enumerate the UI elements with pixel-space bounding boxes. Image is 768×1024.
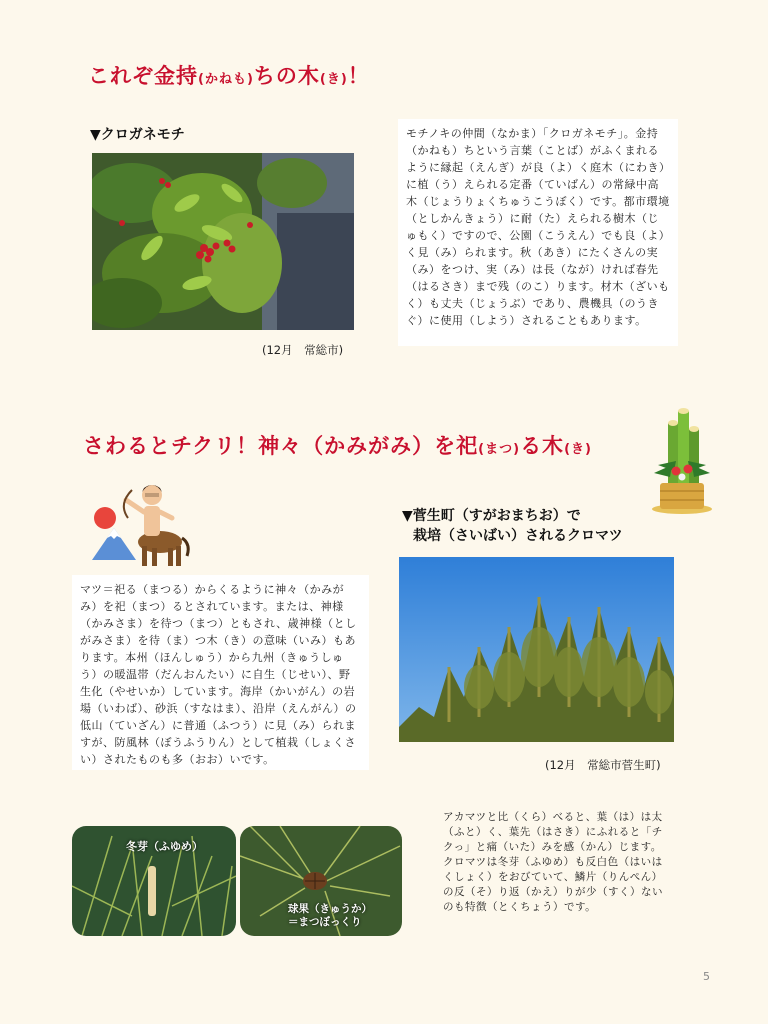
heading-text: さわるとチクリ！神々（かみがみ）を祀 bbox=[83, 434, 479, 458]
heading-text: る木 bbox=[520, 434, 565, 458]
winter-bud-label: 冬芽（ふゆめ） bbox=[126, 840, 203, 853]
pine-cone-label-line2: ＝まつぼっくり bbox=[288, 916, 362, 928]
page-number: 5 bbox=[703, 970, 710, 983]
heading-ruby: (き) bbox=[319, 72, 348, 87]
section1-description: モチノキの仲間（なかま）「クロガネモチ」。金持（かねも）ちという言葉（ことば）がふくまれるように縁起（えんぎ）が良（よ）く庭木（にわき）に植（う）えられる定番（ていばん）の常緑中高木（じょうりょくちゅうこうぼく）です。都市環境（としかんきょう）に耐（た）えられる樹木（じゅもく）ですので、公園（こうえん）でも良（よ）く見（み）られます。秋（あき）にたくさんの実（み）をつけ、実（み）は長（なが）ければ春先（はるさき）まで残（のこ）ります。材木（ざいもく）も丈夫（じょうぶ）であり、農機具（のうきぐ）に使用（しよう）されることもあります。 bbox=[398, 119, 678, 346]
kurogane-mochi-photo bbox=[92, 153, 354, 330]
winter-bud-photo bbox=[72, 826, 236, 936]
kuromatsu-photo bbox=[399, 557, 674, 742]
section2-description: マツ＝祀る（まつる）からくるように神々（かみがみ）を祀（まつ）るとされています。または、神様（かみさま）を待つ（まつ）ともされ、歳神様（としがみさま）を待（ま）つ木（き）の意味（いみ）もあります。本州（ほんしゅう）から九州（きゅうしゅう）の暖温帯（だんおんたい）に自生（じせい）、野生化（やせいか）しています。海岸（かいがん）の岩場（いわば）、砂浜（すなはま）、沿岸（えんがん）の低山（ていざん）に普通（ふつう）に見（み）られますが、防風林（ぼうふうりん）として植栽（しょくさい）されたものも多（おお）いです。 bbox=[72, 575, 369, 770]
heading-ruby: (まつ) bbox=[478, 442, 521, 457]
section1-heading bbox=[88, 60, 370, 90]
section2-description-2: アカマツと比（くら）べると、葉（は）は太（ふと）く、葉先（はさき）にふれると「チクっ」と痛（いた）みを感（かん）じます。クロマツは冬芽（ふゆめ）も反白色（はいはくしょく）をおびていて、鱗片（りんぺん）の反（そ）り返（かえ）りが少（すく）ないのも特徴（とくちょう）です。 bbox=[443, 811, 663, 913]
pine-cone-label bbox=[288, 903, 372, 929]
section1-caption: (12月 常総市) bbox=[262, 343, 344, 357]
section1-subtitle: ▼クロガネモチ bbox=[90, 127, 185, 143]
heading-text: これぞ金持 bbox=[88, 64, 198, 88]
heading-text: ！ bbox=[347, 64, 370, 88]
heading-ruby: (き) bbox=[564, 442, 592, 457]
heading-ruby: (かねも) bbox=[198, 72, 254, 87]
pine-cone-photo bbox=[240, 826, 402, 936]
kadomatsu-illustration bbox=[648, 405, 716, 515]
pine-cone-label-line1: 球果（きゅうか） bbox=[288, 903, 372, 915]
section2-subtitle-line1: ▼菅生町（すがおまちお）で bbox=[402, 508, 581, 524]
section2-subtitle-line2: 栽培（さいばい）されるクロマツ bbox=[413, 528, 623, 544]
centaur-archer-illustration bbox=[92, 478, 192, 570]
sunrise-icon bbox=[94, 507, 116, 529]
section2-heading bbox=[83, 430, 592, 460]
heading-text: ちの木 bbox=[253, 64, 320, 88]
section2-caption: (12月 常総市菅生町) bbox=[545, 758, 661, 772]
